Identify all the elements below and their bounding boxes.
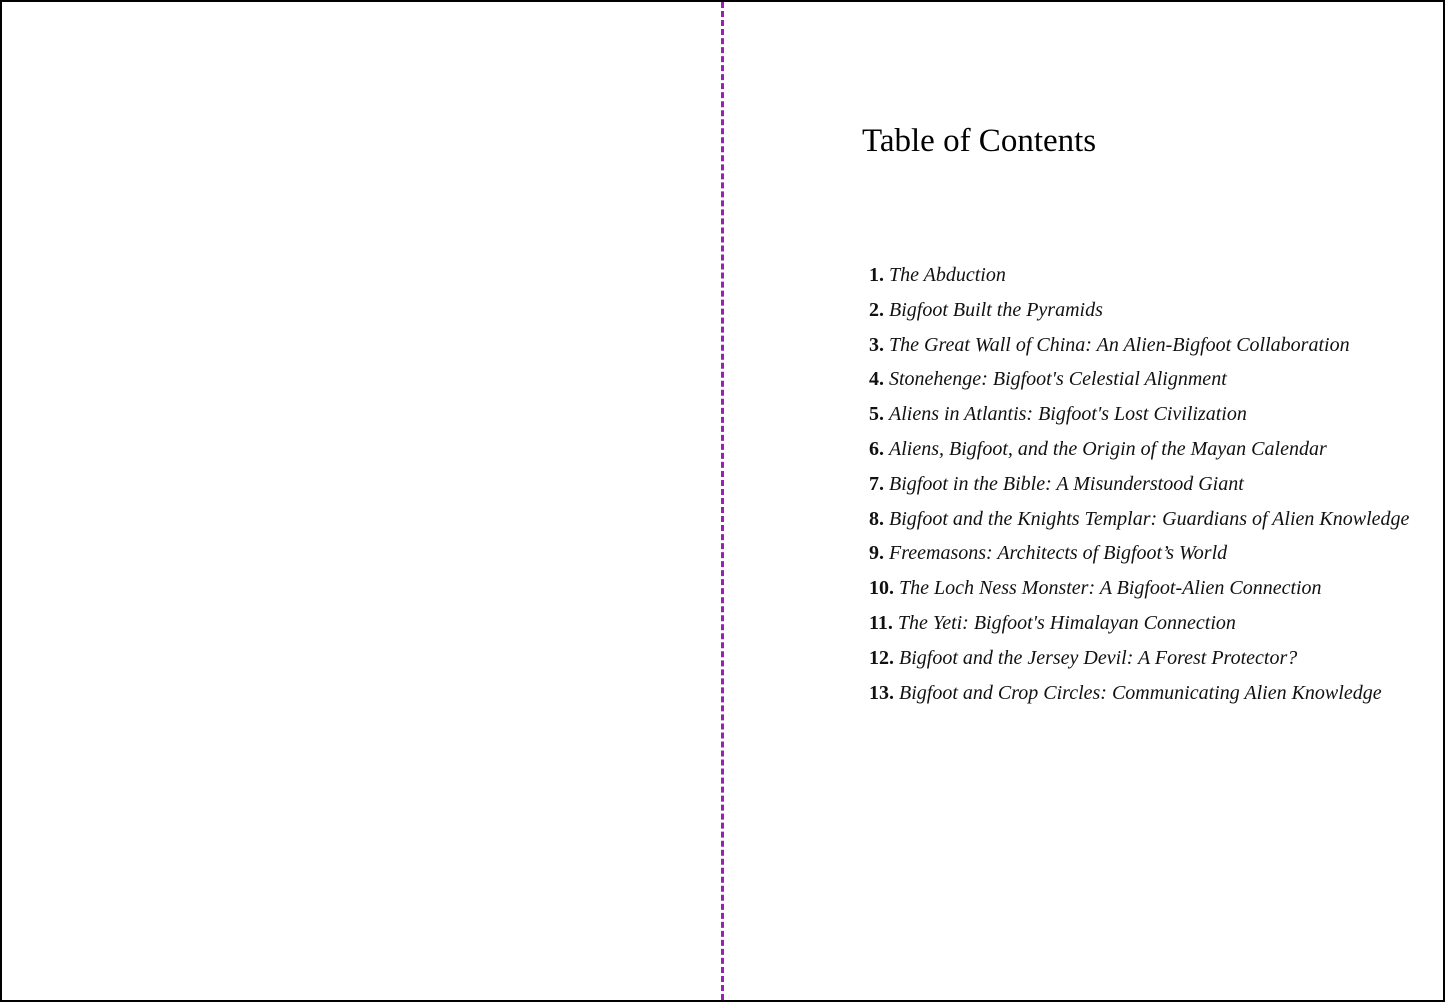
toc-entry-title: Bigfoot and the Knights Templar: Guardians of Alien Knowledge [889, 507, 1410, 530]
toc-entry-title: Bigfoot and the Jersey Devil: A Forest Protector? [899, 646, 1298, 669]
toc-entry [869, 502, 1429, 537]
toc-entry [869, 467, 1429, 502]
toc-entry-title: Stonehenge: Bigfoot's Celestial Alignment [889, 368, 1227, 391]
toc-entry [869, 362, 1429, 397]
toc-entry-number: 3. [869, 333, 884, 356]
toc-entry-number: 4. [869, 368, 884, 391]
toc-entry-number: 12. [869, 646, 894, 669]
toc-entry-title: Bigfoot in the Bible: A Misunderstood Giant [889, 472, 1244, 495]
toc-entry-title: Aliens in Atlantis: Bigfoot's Lost Civilization [889, 403, 1247, 426]
toc-entry-title: Bigfoot and Crop Circles: Communicating Alien Knowledge [899, 681, 1382, 704]
toc-entry-number: 1. [869, 264, 884, 286]
toc-entry-number: 11. [869, 611, 893, 634]
toc-entry-title: Freemasons: Architects of Bigfoot’s World [889, 542, 1228, 565]
toc-list [869, 258, 1429, 710]
page-gutter-divider [721, 2, 724, 1000]
toc-entry-number: 6. [869, 437, 884, 460]
toc-entry [869, 293, 1429, 328]
toc-entry [869, 397, 1429, 432]
toc-entry [869, 676, 1429, 711]
right-page [726, 2, 1443, 1000]
toc-entry [869, 571, 1429, 606]
toc-entry [869, 432, 1429, 467]
toc-entry-number: 7. [869, 472, 884, 495]
toc-entry-number: 9. [869, 542, 884, 565]
toc-entry-number: 13. [869, 681, 894, 704]
toc-entry [869, 606, 1429, 641]
toc-entry [869, 258, 1429, 293]
toc-entry [869, 641, 1429, 676]
left-page-blank [2, 2, 722, 1000]
toc-entry-number: 2. [869, 298, 884, 321]
toc-entry-title: Bigfoot Built the Pyramids [889, 298, 1103, 321]
toc-entry-title: The Yeti: Bigfoot's Himalayan Connection [897, 611, 1236, 634]
toc-entry-number: 8. [869, 507, 884, 530]
toc-entry-title: The Loch Ness Monster: A Bigfoot-Alien Connection [899, 577, 1322, 600]
toc-entry-number: 5. [869, 403, 884, 426]
toc-entry-title: The Abduction [889, 264, 1006, 286]
toc-entry-number: 10. [869, 577, 894, 600]
toc-entry [869, 536, 1429, 571]
toc-entry [869, 328, 1429, 363]
toc-entry-title: The Great Wall of China: An Alien-Bigfoot Collaboration [889, 333, 1350, 356]
page-title: Table of Contents [862, 123, 1097, 159]
toc-entry-title: Aliens, Bigfoot, and the Origin of the Mayan Calendar [889, 437, 1327, 460]
